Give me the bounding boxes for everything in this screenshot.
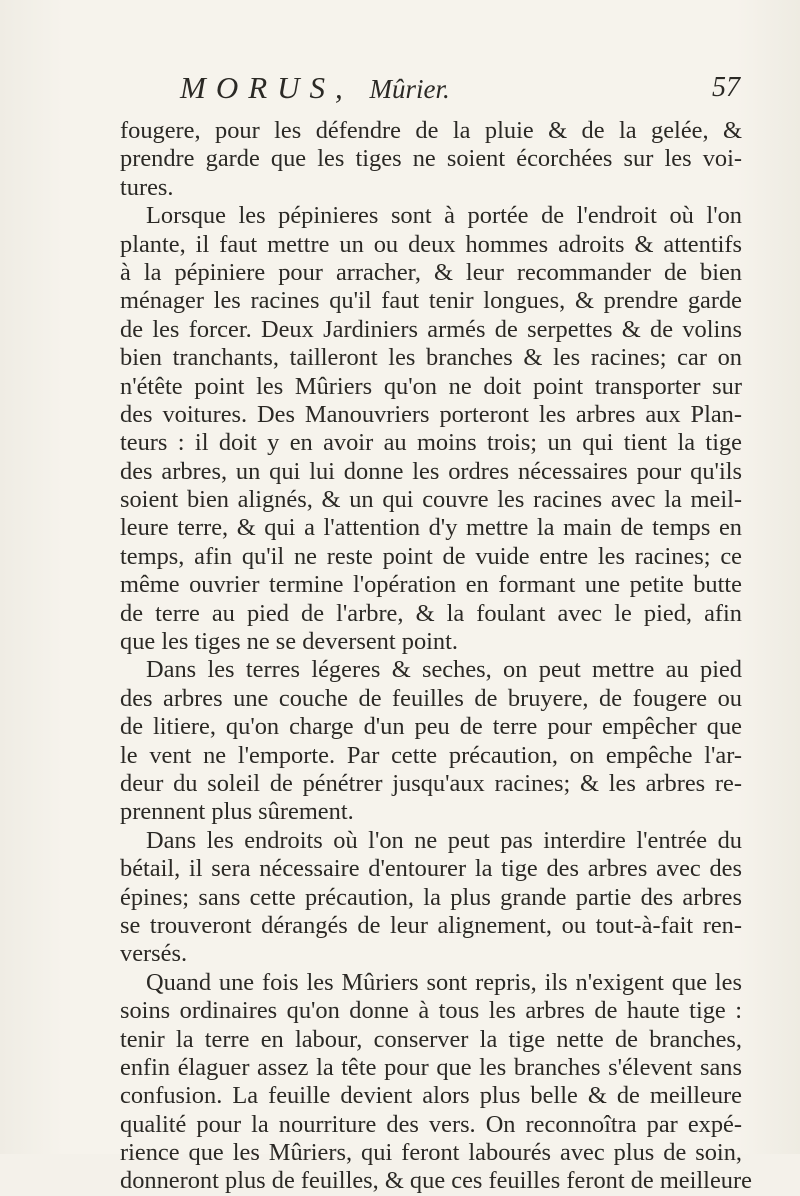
text-line: deur du soleil de pénétrer jusqu'aux racines; & les arbres re- bbox=[120, 769, 742, 797]
text-line: soins ordinaires qu'on donne à tous les arbres de haute tige : bbox=[120, 997, 742, 1025]
text-line: soient bien alignés, & un qui couvre les racines avec la meil- bbox=[120, 486, 742, 514]
text-line: se trouveront dérangés de leur alignement, ou tout-à-fait ren- bbox=[120, 911, 742, 939]
text-line: de les forcer. Deux Jardiniers armés de serpettes & de volins bbox=[120, 315, 742, 343]
text-line: temps, afin qu'il ne reste point de vuide entre les racines; ce bbox=[120, 542, 742, 570]
text-line: teurs : il doit y en avoir au moins trois; un qui tient la tige bbox=[120, 429, 742, 457]
body-text bbox=[120, 117, 752, 1196]
text-line: des arbres, un qui lui donne les ordres nécessaires pour qu'ils bbox=[120, 457, 742, 485]
text-line: leure terre, & qui a l'attention d'y mettre la main de temps en bbox=[120, 514, 742, 542]
text-line: bien tranchants, tailleront les branches & les racines; car on bbox=[120, 344, 742, 372]
text-line: enfin élaguer assez la tête pour que les branches s'élevent sans bbox=[120, 1053, 742, 1081]
text-line: fougere, pour les défendre de la pluie & de la gelée, & bbox=[120, 117, 742, 144]
text-line: prennent plus sûrement. bbox=[120, 798, 354, 826]
text-line: tenir la terre en labour, conserver la tige nette de branches, bbox=[120, 1025, 742, 1053]
text-line: des voitures. Des Manouvriers porteront les arbres aux Plan- bbox=[120, 400, 742, 428]
text-line: bétail, il sera nécessaire d'entourer la tige des arbres avec des bbox=[120, 855, 742, 883]
text-line: rience que les Mûriers, qui feront labourés avec plus de soin, bbox=[120, 1139, 742, 1167]
text-line: versés. bbox=[120, 940, 188, 968]
text-line: Quand une fois les Mûriers sont repris, ils n'exigent que les bbox=[146, 968, 742, 996]
running-title bbox=[180, 70, 450, 106]
text-line: prendre garde que les tiges ne soient écorchées sur les voi- bbox=[120, 145, 742, 173]
text-line: Dans les terres légeres & seches, on peut mettre au pied bbox=[146, 656, 742, 684]
text-line: confusion. La feuille devient alors plus belle & de meilleure bbox=[120, 1082, 742, 1110]
text-line: qualité pour la nourriture des vers. On reconnoîtra par expé- bbox=[120, 1110, 742, 1138]
text-line: à la pépiniere pour arracher, & leur recommander de bien bbox=[120, 258, 742, 286]
text-line: le vent ne l'emporte. Par cette précaution, on empêche l'ar- bbox=[120, 741, 742, 769]
text-line: plante, il faut mettre un ou deux hommes adroits & attentifs bbox=[120, 230, 742, 258]
text-line: que les tiges ne se deversent point. bbox=[120, 628, 458, 656]
running-title-french: Mûrier. bbox=[369, 74, 450, 104]
text-line: des arbres une couche de feuilles de bruyere, de fougere ou bbox=[120, 684, 742, 712]
text-line: n'étête point les Mûriers qu'on ne doit point transporter sur bbox=[120, 372, 742, 400]
text-line: de litiere, qu'on charge d'un peu de terre pour empêcher que bbox=[120, 713, 742, 741]
text-line: même ouvrier termine l'opération en formant une petite butte bbox=[120, 571, 742, 599]
text-line: donneront plus de feuilles, & que ces feuilles feront de meilleure bbox=[120, 1167, 752, 1195]
text-line: Dans les endroits où l'on ne peut pas interdire l'entrée du bbox=[146, 826, 742, 854]
page-number: 57 bbox=[712, 72, 740, 103]
text-line: ménager les racines qu'il faut tenir longues, & prendre garde bbox=[120, 287, 742, 315]
text-line: de terre au pied de l'arbre, & la foulant avec le pied, afin bbox=[120, 599, 742, 627]
text-line: tures. bbox=[120, 173, 174, 201]
text-line: épines; sans cette précaution, la plus grande partie des arbres bbox=[120, 883, 742, 911]
running-head bbox=[120, 70, 740, 110]
running-title-latin: MORUS, bbox=[180, 70, 353, 105]
text-line: Lorsque les pépinieres sont à portée de l'endroit où l'on bbox=[146, 202, 742, 230]
